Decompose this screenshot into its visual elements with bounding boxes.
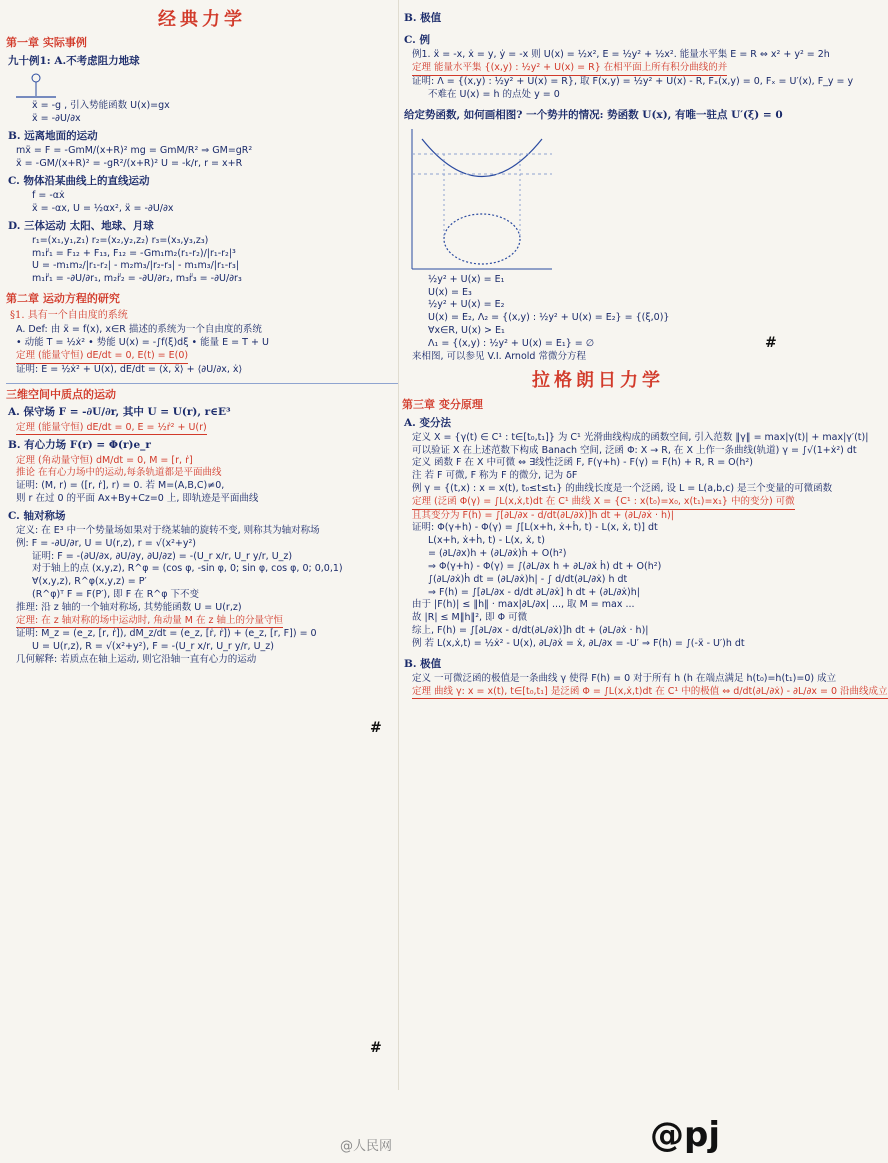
examples-theorem	[412, 62, 794, 76]
var-line-13: ⇒ F(h) = ∫[∂L/∂x - d/dt ∂L/∂ẋ] h dt + (∂L/∂ẋ)h|	[428, 586, 640, 598]
ch1-c-line-2: ẍ = -αx, U = ½αx², ẍ = -∂U/∂x	[32, 202, 174, 214]
well-reference: 来相图, 可以参见 V.I. Arnold 常微分方程	[412, 350, 586, 362]
extremum-definition: 定义 一可微泛函的极值是一条曲线 γ 使得 F(h) = 0 对于所有 h (h 在端点满足 h(t₀)=h(t₁)=0) 成立	[412, 672, 837, 684]
extremum-theorem	[412, 685, 888, 700]
ch3-section-b: B. 有心力场 F(r) = Φ(r)e_r	[8, 439, 151, 452]
ch3-section-a: A. 保守场 F = -∂U/∂r, 其中 U = U(r), r∈E³	[8, 406, 231, 419]
var-line-7: 且其变分为 F(h) = ∫[∂L/∂x - d/dt(∂L/∂ẋ)]h dt + (∂L/∂ẋ · h)|	[412, 509, 674, 521]
ch1-section-b: B. 远离地面的运动	[8, 129, 98, 142]
var-line-1: 定义 X = {γ(t) ∈ C¹ : t∈[t₀,t₁]} 为 C¹ 光滑曲线构成的函数空间, 引入范数 ‖γ‖ = max|γ(t)| + max|γ′(t)|	[412, 431, 869, 443]
watermark: @人民网	[340, 1139, 393, 1154]
examples-line-1: 例1. ẍ = -x, ẋ = y, ẏ = -x 则 U(x) = ½x², E = ½y² + ½x². 能量水平集 E = R ⇔ x² + y² = 2h	[412, 49, 830, 61]
var-line-8: 证明: Φ(γ+h) - Φ(γ) = ∫[L(x+h, ẋ+ḣ, t) - L(x, ẋ, t)] dt	[412, 522, 658, 534]
var-line-5: 例 γ = {(t,x) : x = x(t), t₀≤t≤t₁} 的曲线长度是一个泛函, 设 L = L(a,b,c) 是三个变量的可微函数	[412, 483, 833, 495]
ch3-a-theorem-text: 定理 (能量守恒) dE/dt = 0, E = ½ṙ² + U(r)	[16, 422, 207, 436]
ch3-a-theorem	[16, 422, 398, 436]
var-theorem-text: 定理 (泛函 Φ(γ) = ∫L(x,ẋ,t)dt 在 C¹ 曲线 X = {C¹ : x(t₀)=x₀, x(t₁)=x₁} 中的变分) 可微	[412, 496, 795, 510]
left-column	[6, 8, 398, 673]
ch1-c-line-1: f = -αẋ	[32, 189, 65, 201]
examples-theorem-text: 定理 能量水平集 {(x,y) : ½y² + U(x) = R} 在相平面上所有积分曲线的并	[412, 62, 727, 76]
ch3-c-line-3: 对于轴上的点 (x,y,z), R^φ = (cos φ, -sin φ, 0; sin φ, cos φ, 0; 0,0,1)	[32, 563, 343, 575]
potential-well-section	[402, 108, 794, 364]
ch2-theorem	[16, 350, 398, 364]
ch1-d-line-4: m₁r̈₁ = -∂U/∂r₁, m₂r̈₂ = -∂U/∂r₂, m₃r̈₃ = -∂U/∂r₃	[32, 273, 242, 285]
ch1-a-line-2: ẍ = -∂U/∂x	[32, 113, 81, 125]
phase-space-heading: B. 极值	[404, 12, 442, 24]
hash-mark-3: #	[370, 1040, 382, 1056]
potential-well-heading: 给定势函数, 如何画相图? 一个势井的情况: 势函数 U(x), 有唯一驻点 U′(ξ) = 0	[404, 108, 783, 121]
ch1-section-d: D. 三体运动 太阳、地球、月球	[8, 219, 154, 232]
ch1-a-line-1: ẍ = -g , 引入势能函数 U(x)=gx	[32, 100, 170, 112]
ch3-c-line-4: ∀(x,y,z), R^φ(x,y,z) = P′	[32, 576, 147, 588]
ch1-d-line-2: m₁r̈₁ = F₁₂ + F₁₃, F₁₂ = -Gm₁m₂(r₁-r₂)/|r₁-r₂|³	[32, 247, 236, 259]
ch3-b-theorem: 定理 (角动量守恒) dM/dt = 0, M = [r, ṙ]	[16, 454, 193, 466]
ch1-d-line-1: r₁=(x₁,y₁,z₁) r₂=(x₂,y₂,z₂) r₃=(x₃,y₃,z₃)	[32, 234, 209, 246]
author-signature: @pj	[650, 1115, 720, 1155]
well-line-5: ∀x∈R, U(x) > E₁	[428, 325, 505, 337]
lagrangian-title: 拉格朗日力学	[532, 370, 664, 392]
ch3-c-theorem-2-text: 定理: 在 z 轴对称的场中运动时, 角动量 M 在 z 轴上的分量守恒	[16, 615, 283, 629]
ch3-c-corollary: 几何解释: 若质点在轴上运动, 则它沿轴一直有心力的运动	[16, 654, 257, 666]
examples-line-4: 不难在 U(x) = h 的点处 y = 0	[428, 88, 560, 100]
var-line-3: 定义 函数 F 在 X 中可微 ⇔ ∃线性泛函 F, F(γ+h) - F(γ) = F(h) + R, R = O(h²)	[412, 457, 753, 469]
chapter-2	[6, 292, 398, 377]
hash-mark-1: #	[370, 720, 382, 736]
well-line-6: Λ₁ = {(x,y) : ½y² + U(x) = E₁} = ∅	[428, 337, 595, 349]
chapter-1-heading: 第一章 实际事例	[6, 36, 87, 50]
page-title: 经典力学	[158, 9, 246, 30]
chapter-3d-heading: 三维空间中质点的运动	[6, 387, 116, 401]
ch3-c-line-1: 例: F = -∂U/∂r, U = U(r,z), r = √(x²+y²)	[16, 537, 196, 549]
well-line-2: U(x) = E₃	[428, 286, 472, 298]
ch1-section-a: 九十例1: A.不考虑阻力地球	[8, 55, 140, 68]
var-theorem	[412, 496, 794, 510]
column-divider	[398, 0, 399, 1090]
ch3-c-line-2: 证明: F = -(∂U/∂x, ∂U/∂y, ∂U/∂z) = -(U_r x/r, U_r y/r, U_z)	[32, 550, 293, 562]
ch3-c-theorem-1: 推理: 沿 z 轴的一个轴对称场, 其势能函数 U = U(r,z)	[16, 601, 242, 613]
var-lemma: 例 若 L(x,ẋ,t) = ½ẋ² - U(x), ∂L/∂ẋ = ẋ, ∂L/∂x = -U′ ⇒ F(h) = ∫(-ẍ - U′)h dt	[412, 637, 745, 649]
var-line-2: 可以验证 X 在上述范数下构成 Banach 空间, 泛函 Φ: X → R, 在 X 上作一条曲线(轨道) γ = ∫√(1+ẋ²) dt	[412, 444, 857, 456]
chapter-2-subheading: §1. 具有一个自由度的系统	[10, 309, 128, 321]
ch3-c-definition: 定义: 在 E³ 中一个势量场如果对于绕某轴的旋转不变, 则称其为轴对称场	[16, 524, 320, 536]
ch2-proof: 证明: E = ½ẋ² + U(x), dE/dt = ⟨ẋ, ẍ⟩ + ⟨∂U/∂x, ẋ⟩	[16, 363, 243, 375]
ch2-a-line-1: A. Def: 由 ẍ = f(x), x∈R 描述的系统为一个自由度的系统	[16, 324, 262, 336]
var-line-9: L(x+h, ẋ+ḣ, t) - L(x, ẋ, t)	[428, 535, 545, 547]
examples-heading: C. 例	[404, 34, 430, 47]
section-separator-1	[6, 383, 398, 384]
ch2-a-line-2: • 动能 T = ½ẋ² • 势能 U(x) = -∫f(ξ)dξ • 能量 E = T + U	[16, 337, 269, 349]
ch3-section-c: C. 轴对称场	[8, 509, 66, 522]
variational-chapter-heading: 第三章 变分原理	[402, 397, 483, 411]
chapter-2-heading: 第二章 运动方程的研究	[6, 291, 120, 305]
var-line-10: = (∂L/∂x)h + (∂L/∂ẋ)ḣ + O(h²)	[428, 548, 567, 560]
ch3-c-proof-1: 证明: M_z = (e_z, [r, ṙ]), dM_z/dt = (e_z, [ṙ, ṙ]) + (e_z, [r, F]) = 0	[16, 628, 317, 640]
ch1-b-line-2: ẍ = -GM/(x+R)² = -gR²/(x+R)² U = -k/r, r = x+R	[16, 157, 243, 169]
ch3-c-theorem-2	[16, 615, 398, 629]
extremum-section	[402, 657, 888, 700]
hash-mark-2: #	[765, 335, 777, 351]
extremum-heading: B. 极值	[404, 657, 442, 670]
examples-line-3: 证明: Λ = {(x,y) : ½y² + U(x) = R}, 取 F(x,y) = ½y² + U(x) - R, Fₓ(x,y) = 0, Fₓ = U′(x), F_y = y	[412, 75, 854, 87]
examples-section	[402, 33, 854, 101]
var-line-16: 综上, F(h) = ∫[∂L/∂x - d/dt(∂L/∂ẋ)]h dt + (∂L/∂ẋ · h)|	[412, 624, 649, 636]
well-line-1: ½y² + U(x) = E₁	[428, 273, 505, 285]
var-line-12: ∫(∂L/∂ẋ)ḣ dt = (∂L/∂ẋ)h| - ∫ d/dt(∂L/∂ẋ) h dt	[428, 573, 628, 585]
falling-body-sketch	[6, 70, 66, 100]
well-line-4: U(x) = E₂, Λ₂ = {(x,y) : ½y² + U(x) = E₂} = {(ξ,0)}	[428, 312, 670, 324]
ch2-theorem-text: 定理 (能量守恒) dE/dt = 0, E(t) = E(0)	[16, 350, 188, 364]
ch3-b-note: 推论 在有心力场中的运动,每条轨道都是平面曲线	[16, 467, 222, 479]
phase-space-section	[402, 11, 794, 27]
ch3-c-line-5: (R^φ)ᵀ F = F(P′), 即 F 在 R^φ 下不变	[32, 589, 200, 601]
var-line-14: 由于 |F(h)| ≤ ‖h‖ · max|∂L/∂x| ..., 取 M = max ...	[412, 599, 635, 611]
falling-body-diagram	[6, 70, 398, 100]
extremum-theorem-text: 定理 曲线 γ: x = x(t), t∈[t₀,t₁] 是泛函 Φ = ∫L(x,ẋ,t)dt 在 C¹ 中的极值 ⇔ d/dt(∂L/∂ẋ) - ∂L/∂x = 0 沿曲线成立	[412, 686, 888, 700]
well-line-3: ½y² + U(x) = E₂	[428, 299, 505, 311]
var-line-15: 故 |R| ≤ M‖h‖², 即 Φ 可微	[412, 612, 528, 624]
ch3-b-proof-2: 则 r 在过 0 的平面 Ax+By+Cz=0 上, 即轨迹是平面曲线	[16, 492, 259, 504]
ch1-section-c: C. 物体沿某曲线上的直线运动	[8, 174, 150, 187]
ch1-d-line-3: U = -m₁m₂/|r₁-r₂| - m₂m₃/|r₂-r₃| - m₁m₃/|r₁-r₃|	[32, 260, 240, 272]
ch1-b-line-1: mẍ = F = -GmM/(x+R)² mg = GmM/R² ⇒ GM=gR²	[16, 145, 253, 157]
right-column	[402, 8, 888, 705]
variational-section-a: A. 变分法	[404, 416, 451, 429]
ch3-b-proof-1: 证明: (M, r) = ([r, ṙ], r) = 0. 若 M=(A,B,C)≠0,	[16, 480, 225, 492]
chapter-3-left	[6, 388, 398, 667]
potential-well-phase-portrait	[402, 124, 792, 274]
var-line-4: 注 若 F 可微, F 称为 F 的微分, 记为 δF	[412, 470, 578, 482]
var-line-11: ⇒ Φ(γ+h) - Φ(γ) = ∫(∂L/∂x h + ∂L/∂ẋ ḣ) dt + O(h²)	[428, 560, 662, 572]
chapter-1	[6, 36, 398, 286]
ch3-c-proof-2: U = U(r,z), R = √(x²+y²), F = -(U_r x/r, U_r y/r, U_z)	[32, 641, 274, 653]
variational-section	[402, 397, 869, 651]
